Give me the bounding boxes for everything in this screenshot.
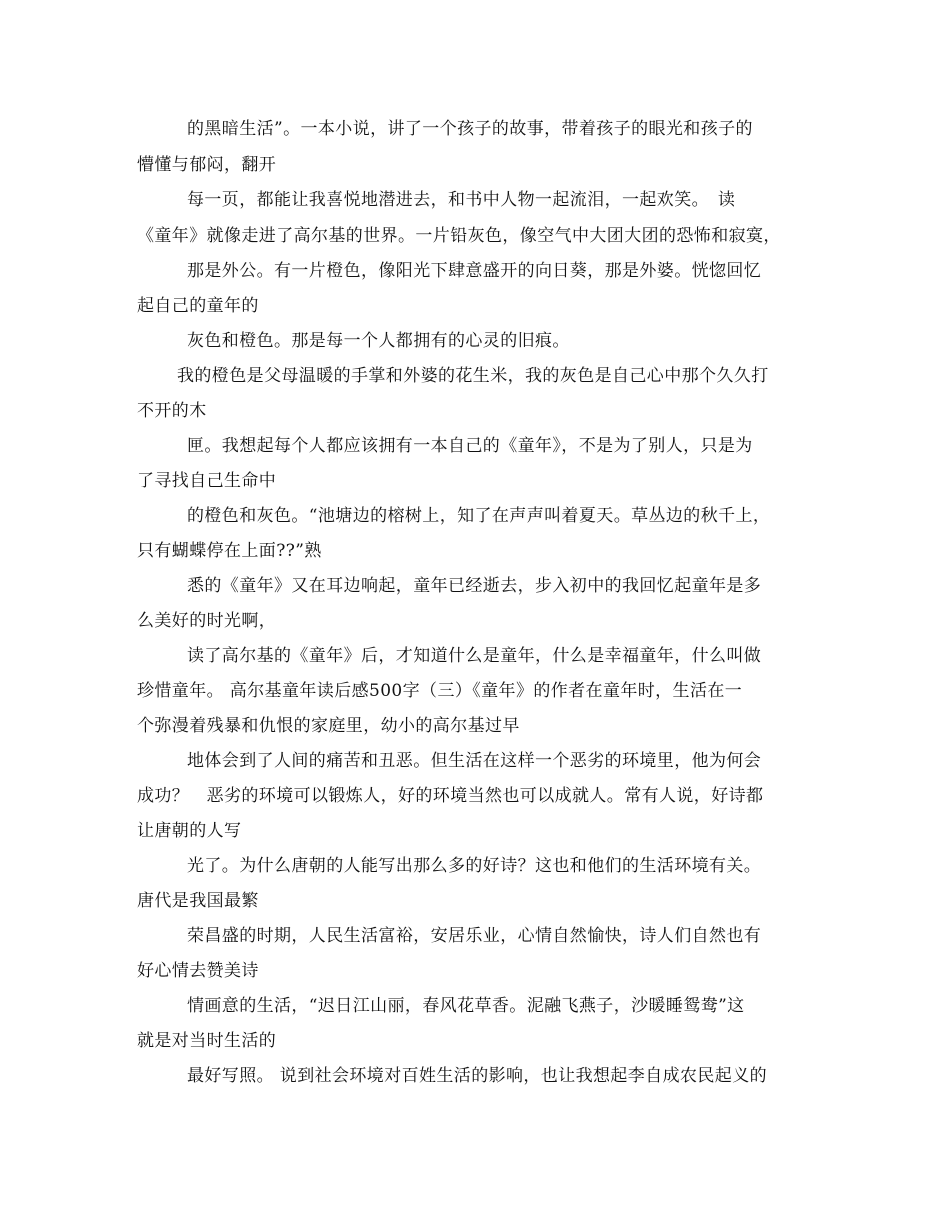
text-line: 匣。我想起每个人都应该拥有一本自己的《童年》，不是为了别人，只是为 <box>187 436 753 456</box>
text-line: 了寻找自己生命中 <box>137 471 277 491</box>
text-line: 荣昌盛的时期，人民生活富裕，安居乐业，心情自然愉快，诗人们自然也有 <box>187 926 762 946</box>
text-line: 么美好的时光啊， <box>137 611 277 631</box>
text-line: 悉的《童年》又在耳边响起，童年已经逝去，步入初中的我回忆起童年是多 <box>187 576 762 596</box>
text-line: 的黑暗生活”。一本小说，讲了一个孩子的故事，带着孩子的眼光和孩子的 <box>187 119 753 139</box>
text-line: 我的橙色是父母温暖的手掌和外婆的花生米，我的灰色是自己心中那个久久打 <box>177 366 769 386</box>
text-line: 光了。为什么唐朝的人能写出那么多的好诗？这也和他们的生活环境有关。 <box>187 856 762 876</box>
text-line: 不开的木 <box>137 401 207 421</box>
text-line: 让唐朝的人写 <box>137 821 242 841</box>
text-line: 最好写照。 说到社会环境对百姓生活的影响，也让我想起李自成农民起义的 <box>187 1066 768 1086</box>
text-line: 就是对当时生活的 <box>137 1031 277 1051</box>
text-line: 读了高尔基的《童年》后，才知道什么是童年，什么是幸福童年，什么叫做 <box>187 646 762 666</box>
text-line: 成功？ 恶劣的环境可以锻炼人，好的环境当然也可以成就人。常有人说，好诗都 <box>137 786 764 806</box>
text-line: 情画意的生活，“迟日江山丽，春风花草香。泥融飞燕子，沙暖睡鸳鸯”这 <box>187 996 745 1016</box>
text-line: 好心情去赞美诗 <box>137 961 259 981</box>
text-line: 个弥漫着残暴和仇恨的家庭里，幼小的高尔基过早 <box>137 716 520 736</box>
text-line: 灰色和橙色。那是每一个人都拥有的心灵的旧痕。 <box>187 331 570 351</box>
text-line: 懵懂与郁闷，翻开 <box>137 155 277 175</box>
text-line: 只有蝴蝶停在上面??”熟 <box>137 541 322 561</box>
text-line: 起自己的童年的 <box>137 296 259 316</box>
text-line: 珍惜童年。 高尔基童年读后感500字（三）《童年》的作者在童年时，生活在一 <box>137 681 743 701</box>
text-line: 地体会到了人间的痛苦和丑恶。但生活在这样一个恶劣的环境里，他为何会 <box>187 751 762 771</box>
text-line: 《童年》就像走进了高尔基的世界。一片铅灰色，像空气中大团大团的恐怖和寂寞， <box>137 226 781 246</box>
text-line: 每一页，都能让我喜悦地潜进去，和书中人物一起流泪，一起欢笑。 读 <box>187 190 736 210</box>
text-line: 那是外公。有一片橙色，像阳光下肆意盛开的向日葵，那是外婆。恍惚回忆 <box>187 261 762 281</box>
text-line: 的橙色和灰色。“池塘边的榕树上，知了在声声叫着夏天。草丛边的秋千上， <box>187 506 771 526</box>
text-line: 唐代是我国最繁 <box>137 891 259 911</box>
